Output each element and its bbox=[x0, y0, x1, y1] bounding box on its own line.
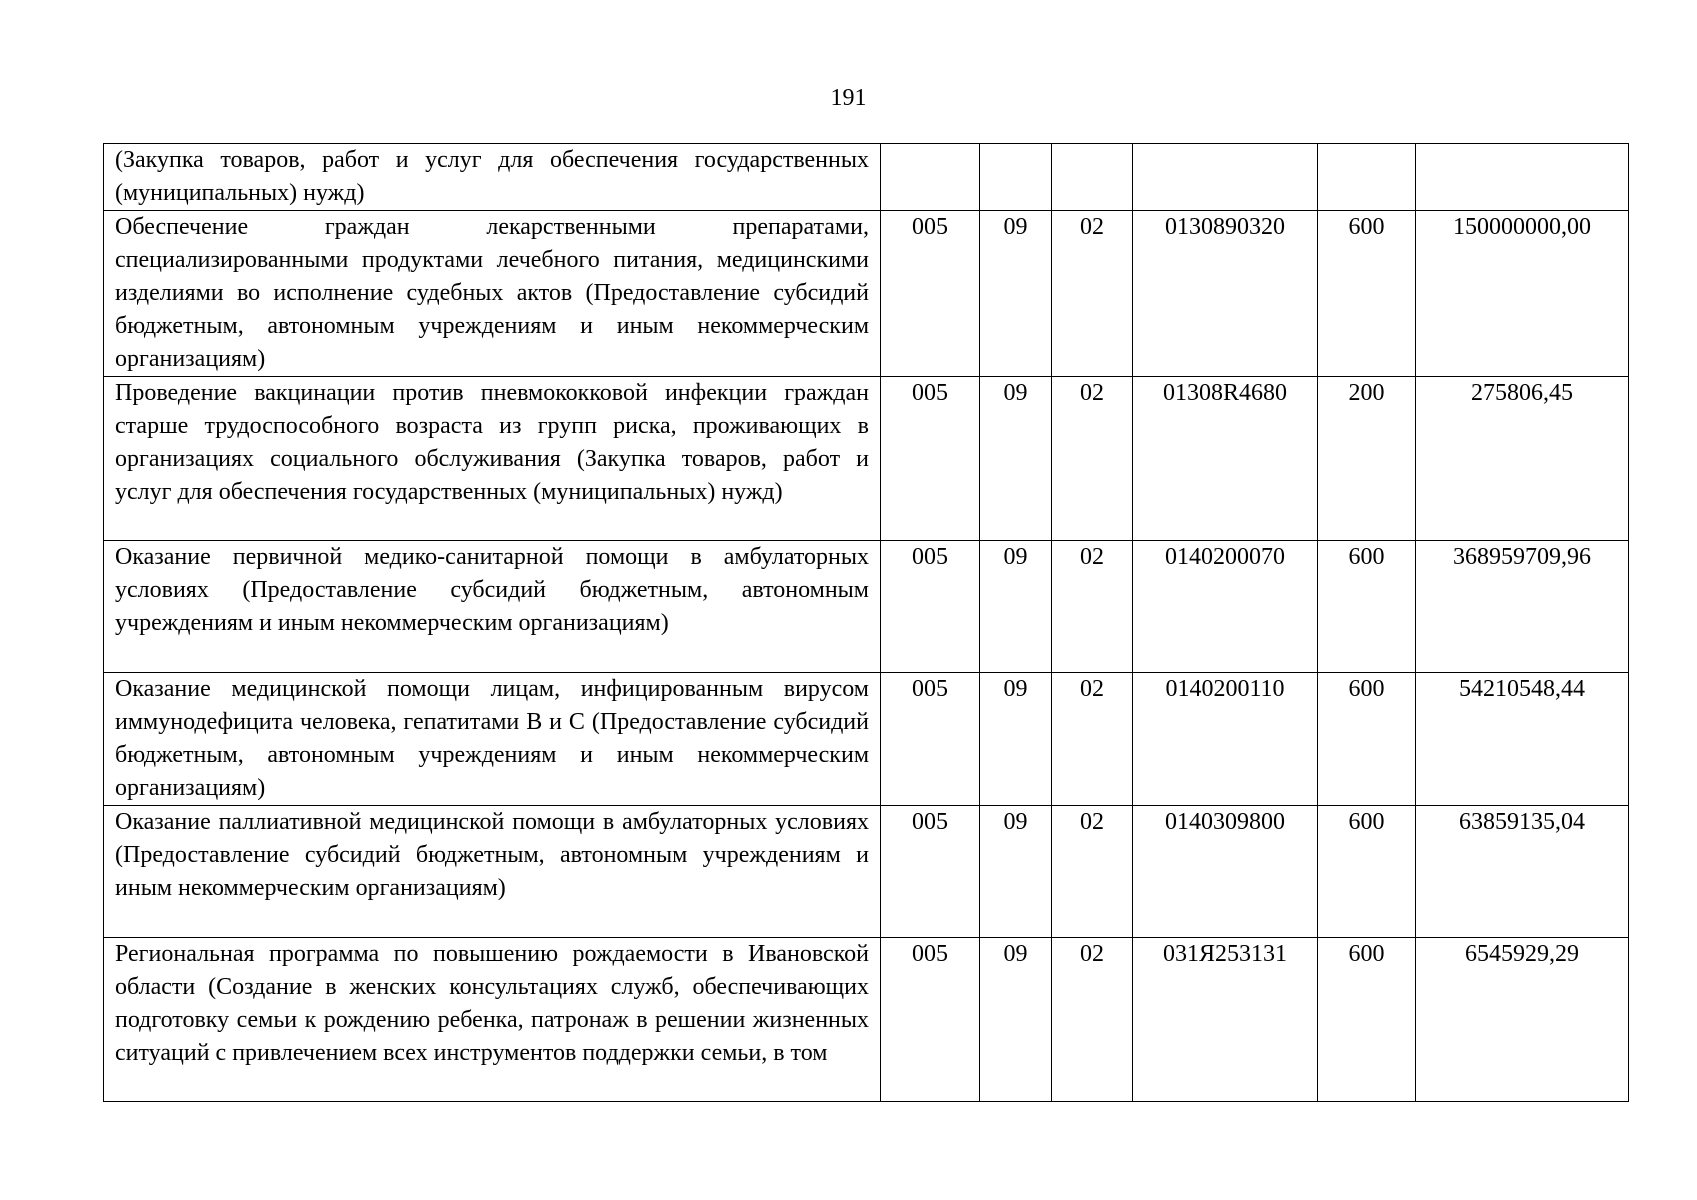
table-row bbox=[104, 938, 1629, 1102]
row-section-code: 09 bbox=[980, 377, 1052, 541]
row-grbs-code: 005 bbox=[881, 377, 980, 541]
row-target-article-code: 0140309800 bbox=[1133, 806, 1318, 938]
row-grbs-code: 005 bbox=[881, 211, 980, 377]
row-grbs-code: 005 bbox=[881, 938, 980, 1102]
row-amount bbox=[1416, 144, 1629, 211]
row-description: Проведение вакцинации против пневмококковой инфекции граждан старше трудоспособного возраста из групп риска, проживающих в организациях социального обслуживания (Закупка товаров, работ и услуг для обеспечения государственных (муниципальных) нужд) bbox=[104, 377, 881, 541]
table-row bbox=[104, 806, 1629, 938]
row-description: Оказание паллиативной медицинской помощи в амбулаторных условиях (Предоставление субсидий бюджетным, автономным учреждениям и иным некоммерческим организациям) bbox=[104, 806, 881, 938]
table-row bbox=[104, 377, 1629, 541]
row-amount: 6545929,29 bbox=[1416, 938, 1629, 1102]
row-grbs-code: 005 bbox=[881, 806, 980, 938]
row-section-code bbox=[980, 144, 1052, 211]
budget-table bbox=[103, 143, 1629, 1102]
row-section-code: 09 bbox=[980, 541, 1052, 673]
row-description: Оказание первичной медико-санитарной помощи в амбулаторных условиях (Предоставление субсидий бюджетным, автономным учреждениям и иным некоммерческим организациям) bbox=[104, 541, 881, 673]
table-row bbox=[104, 144, 1629, 211]
row-expense-type-code: 600 bbox=[1318, 211, 1416, 377]
table-row bbox=[104, 673, 1629, 806]
row-section-code: 09 bbox=[980, 211, 1052, 377]
row-description: Оказание медицинской помощи лицам, инфицированным вирусом иммунодефицита человека, гепатитами B и C (Предоставление субсидий бюджетным, автономным учреждениям и иным некоммерческим организациям) bbox=[104, 673, 881, 806]
row-subsection-code: 02 bbox=[1052, 541, 1133, 673]
row-section-code: 09 bbox=[980, 938, 1052, 1102]
row-grbs-code bbox=[881, 144, 980, 211]
row-description: Региональная программа по повышению рождаемости в Ивановской области (Создание в женских консультациях служб, обеспечивающих подготовку семьи к рождению ребенка, патронаж в решении жизненных ситуаций с привлечением всех инструментов поддержки семьи, в том bbox=[104, 938, 881, 1102]
table-row bbox=[104, 541, 1629, 673]
row-amount: 150000000,00 bbox=[1416, 211, 1629, 377]
table-row bbox=[104, 211, 1629, 377]
row-subsection-code: 02 bbox=[1052, 673, 1133, 806]
row-target-article-code: 01308R4680 bbox=[1133, 377, 1318, 541]
row-grbs-code: 005 bbox=[881, 541, 980, 673]
row-subsection-code: 02 bbox=[1052, 806, 1133, 938]
row-expense-type-code: 600 bbox=[1318, 673, 1416, 806]
row-section-code: 09 bbox=[980, 806, 1052, 938]
row-expense-type-code: 200 bbox=[1318, 377, 1416, 541]
row-subsection-code: 02 bbox=[1052, 377, 1133, 541]
row-amount: 54210548,44 bbox=[1416, 673, 1629, 806]
row-expense-type-code: 600 bbox=[1318, 806, 1416, 938]
row-amount: 368959709,96 bbox=[1416, 541, 1629, 673]
row-amount: 275806,45 bbox=[1416, 377, 1629, 541]
row-subsection-code bbox=[1052, 144, 1133, 211]
row-target-article-code: 0130890320 bbox=[1133, 211, 1318, 377]
row-target-article-code: 031Я253131 bbox=[1133, 938, 1318, 1102]
row-expense-type-code: 600 bbox=[1318, 541, 1416, 673]
row-target-article-code: 0140200110 bbox=[1133, 673, 1318, 806]
row-description: Обеспечение граждан лекарственными препаратами, специализированными продуктами лечебного питания, медицинскими изделиями во исполнение судебных актов (Предоставление субсидий бюджетным, автономным учреждениям и иным некоммерческим организациям) bbox=[104, 211, 881, 377]
row-section-code: 09 bbox=[980, 673, 1052, 806]
row-amount: 63859135,04 bbox=[1416, 806, 1629, 938]
row-target-article-code: 0140200070 bbox=[1133, 541, 1318, 673]
row-subsection-code: 02 bbox=[1052, 938, 1133, 1102]
row-description: (Закупка товаров, работ и услуг для обеспечения государственных (муниципальных) нужд) bbox=[104, 144, 881, 211]
row-expense-type-code bbox=[1318, 144, 1416, 211]
row-target-article-code bbox=[1133, 144, 1318, 211]
row-grbs-code: 005 bbox=[881, 673, 980, 806]
page-number: 191 bbox=[830, 85, 867, 111]
row-expense-type-code: 600 bbox=[1318, 938, 1416, 1102]
row-subsection-code: 02 bbox=[1052, 211, 1133, 377]
